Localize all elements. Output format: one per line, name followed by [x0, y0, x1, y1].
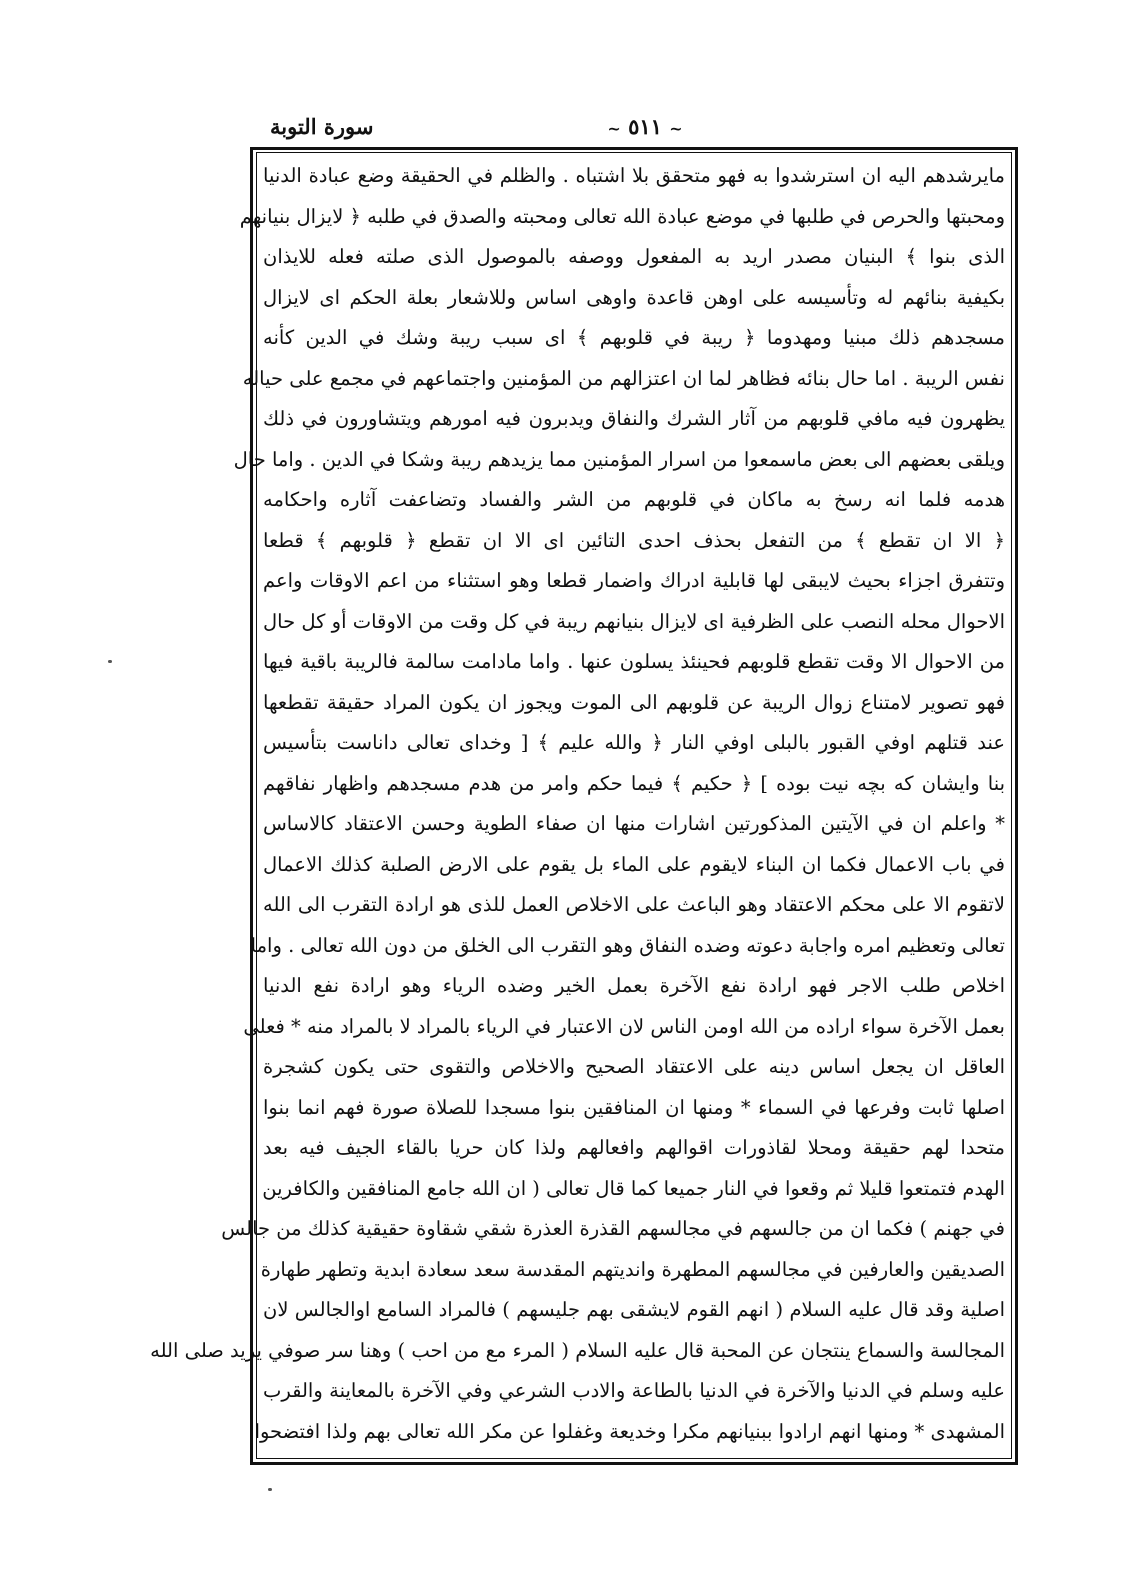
text-line: ويلقى بعضهم الى بعض ماسمعوا من اسرار المؤمنين مما يزيدهم ريبة وشكا في الدين . واما حال: [233, 447, 1005, 471]
text-line: عند قتلهم اوفي القبور بالبلى اوفي النار ﴿ والله عليم ﴾ [ وخداى تعالى داناست بتأسيس: [263, 731, 1005, 754]
text-line: بكيفية بنائهم له وتأسيسه على اوهن قاعدة واوهى اساس وللاشعار بعلة الحكم اى لايزال: [263, 285, 1005, 309]
text-line: العاقل ان يجعل اساس دينه على الاعتقاد الصحيح والاخلاص والتقوى حتى يكون كشجرة: [263, 1055, 1005, 1078]
page-number: ٥١١: [628, 114, 662, 139]
text-line: في جهنم ) فكما ان من جالسهم في مجالسهم القذرة العذرة شقي شقاوة حقيقية كذلك من جالس: [221, 1217, 1005, 1240]
text-line: عليه وسلم في الدنيا والآخرة في الدنيا بالطاعة والادب الشرعي وفي الآخرة بالمعاينة والقرب: [263, 1379, 1005, 1402]
text-line: ومحبتها والحرص في طلبها في موضع عبادة الله تعالى ومحبته والصدق في طلبه ﴿ لايزال بنيانهم: [239, 204, 1005, 228]
text-line: مسجدهم ذلك مبنيا ومهدوما ﴿ ريبة في قلوبهم ﴾ اى سبب ريبة وشك في الدين كأنه: [263, 326, 1005, 349]
page-number-box: [570, 114, 720, 139]
text-line: المشهدى * ومنها انهم ارادوا ببنيانهم مكرا وخديعة وغفلوا عن مكر الله تعالى بهم ولذا افتضحوا: [254, 1419, 1005, 1443]
text-line: لاتقوم الا على محكم الاعتقاد وهو الباعث على الاخلاص العمل للذى هو ارادة التقرب الى الله: [263, 893, 1005, 916]
text-line: في باب الاعمال فكما ان البناء لايقوم على الماء بل يقوم على الارض الصلبة كذلك الاعمال: [263, 852, 1005, 876]
scan-speck: [108, 660, 112, 663]
text-line: الاحوال محله النصب على الظرفية اى لايزال بنيانهم ريبة في كل وقت من الاوقات أو كل حال: [263, 609, 1005, 633]
scan-speck: [268, 1488, 272, 1491]
text-line: بعمل الآخرة سواء اراده من الله اومن الناس لان الاعتبار في الرياء بالمراد لا بالمراد منه * فعلى: [243, 1014, 1005, 1038]
ornament-icon: ~: [669, 119, 683, 138]
text-line: مايرشدهم اليه ان استرشدوا به فهو متحقق بلا اشتباه . والظلم في الحقيقة وضع عبادة الدنيا: [263, 164, 1005, 187]
text-line: بنا وايشان كه بچه نيت بوده ] ﴿ حكيم ﴾ فيما حكم وامر من هدم مسجدهم واظهار نفاقهم: [263, 771, 1005, 795]
text-line: المجالسة والسماع ينتجان عن المحبة قال عليه السلام ( المرء مع من احب ) وهنا سر صوفي يريد صلى الله: [150, 1338, 1005, 1362]
text-line: ﴿ الا ان تقطع ﴾ من التفعل بحذف احدى التائين اى الا ان تقطع ﴿ قلوبهم ﴾ قطعا: [263, 528, 1005, 552]
text-line: يظهرون فيه مافي قلوبهم من آثار الشرك والنفاق ويدبرون فيه امورهم ويتشاورون في ذلك: [263, 407, 1005, 430]
text-line: * واعلم ان في الآيتين المذكورتين اشارات منها ان صفاء الطوية وحسن الاعتقاد كالاساس: [263, 812, 1005, 835]
text-line: متحدا لهم حقيقة ومحلا لقاذورات اقوالهم وافعالهم ولذا كان حريا بالقاء الجيف فيه بعد: [263, 1136, 1005, 1159]
text-line: اصلية وقد قال عليه السلام ( انهم القوم لايشقى بهم جليسهم ) فالمراد السامع اوالجالس لان: [263, 1298, 1005, 1321]
text-line: اصلها ثابت وفرعها في السماء * ومنها ان المنافقين بنوا مسجدا للصلاة صورة فهم انما بنوا: [263, 1095, 1005, 1119]
text-line: فهو تصوير لامتناع زوال الريبة عن قلوبهم الى الموت ويجوز ان يكون المراد حقيقة تقطعها: [263, 690, 1005, 714]
text-line: اخلاص طلب الاجر فهو ارادة نفع الآخرة بعمل الخير وضده الرياء وهو ارادة نفع الدنيا: [263, 974, 1005, 997]
body-text: [150, 156, 1005, 1454]
text-line: الذى بنوا ﴾ البنيان مصدر اريد به المفعول ووصفه بالموصول الذى صلته فعله للايذان: [263, 245, 1005, 268]
text-line: الصديقين والعارفين في مجالسهم المطهرة وانديتهم المقدسة سعد سعادة ابدية وتطهر طهارة: [260, 1257, 1005, 1281]
text-line: وتتفرق اجزاء بحيث لايبقى لها قابلية ادراك واضمار قطعا وهو استثناء من اعم الاوقات واعم: [263, 569, 1005, 592]
text-line: الهدم فتمتعوا قليلا ثم وقعوا في النار جميعا كما قال تعالى ( ان الله جامع المنافقين والكافرين: [262, 1176, 1005, 1200]
ornament-icon: ~: [607, 119, 621, 138]
text-line: نفس الريبة . اما حال بنائه فظاهر لما ان اعتزالهم من المؤمنين واجتماعهم في مجمع على حياله: [242, 366, 1005, 390]
page-header: [250, 108, 1020, 148]
text-line: من الاحوال الا وقت تقطع قلوبهم فحينئذ يسلون عنها . واما مادامت سالمة فالريبة باقية فيها: [263, 650, 1005, 673]
surah-name: سورة التوبة: [270, 114, 374, 139]
text-line: تعالى وتعظيم امره واجابة دعوته وضده النفاق وهو التقرب الى الخلق من دون الله تعالى . واما: [250, 933, 1005, 957]
text-line: هدمه فلما انه رسخ به ماكان في قلوبهم من الشر والفساد وتضاعفت آثاره واحكامه: [263, 488, 1005, 511]
